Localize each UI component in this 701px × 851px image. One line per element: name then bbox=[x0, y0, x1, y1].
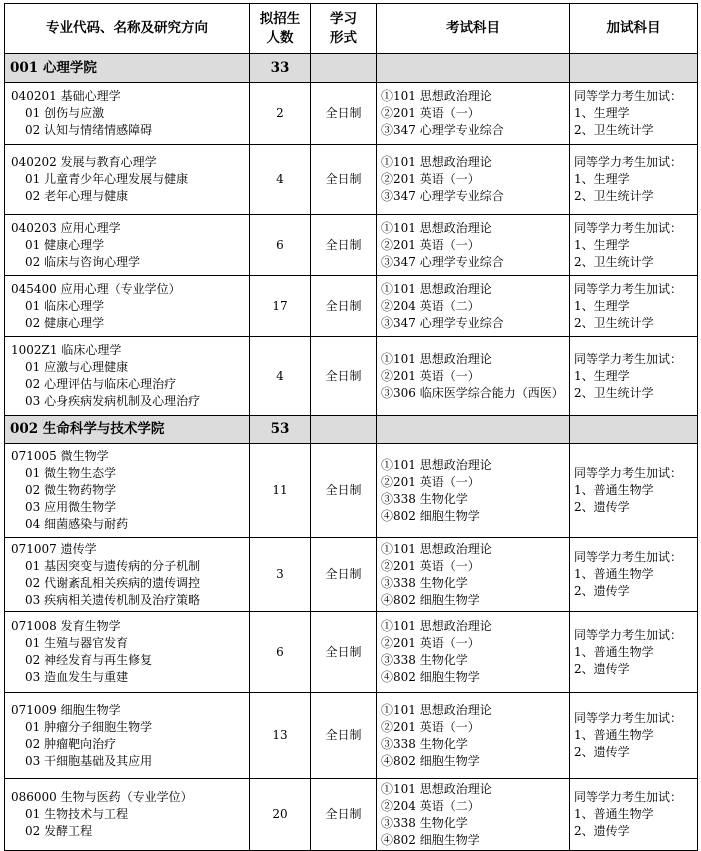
extra-subject: 同等学力考生加试： bbox=[574, 790, 683, 804]
table-header-row bbox=[5, 4, 698, 54]
extra-subject: 同等学力考生加试： bbox=[574, 281, 683, 296]
header-exam: 考试科目 bbox=[377, 4, 570, 54]
extra-subject: 2、卫生统计学 bbox=[574, 254, 654, 269]
extra-cell bbox=[570, 538, 698, 612]
admissions-table bbox=[4, 3, 698, 851]
exam-subject: ②201 英语（一） bbox=[381, 558, 480, 573]
major-quota: 4 bbox=[250, 145, 311, 215]
exam-subject: ④802 细胞生物学 bbox=[381, 753, 480, 768]
research-direction: 01 生殖与器官发育 bbox=[25, 636, 129, 650]
exam-subject: ③338 生物化学 bbox=[381, 491, 468, 506]
major-row bbox=[5, 779, 698, 851]
exam-subject: ②201 英语（一） bbox=[381, 719, 480, 734]
major-cell bbox=[5, 444, 250, 538]
exam-cell bbox=[377, 276, 570, 337]
major-cell bbox=[5, 83, 250, 145]
study-mode: 全日制 bbox=[311, 693, 377, 779]
major-row bbox=[5, 538, 698, 612]
major-cell bbox=[5, 215, 250, 276]
research-direction: 04 细菌感染与耐药 bbox=[25, 517, 129, 531]
study-mode: 全日制 bbox=[311, 538, 377, 612]
extra-subject: 2、遗传学 bbox=[574, 745, 630, 759]
exam-subject: ③306 临床医学综合能力（西医） bbox=[381, 385, 564, 400]
major-row bbox=[5, 145, 698, 215]
exam-subject: ①101 思想政治理论 bbox=[381, 89, 492, 103]
major-cell bbox=[5, 693, 250, 779]
exam-subject: ①101 思想政治理论 bbox=[381, 220, 492, 235]
study-mode: 全日制 bbox=[311, 779, 377, 851]
exam-subject: ②201 英语（一） bbox=[381, 636, 480, 650]
extra-subject: 2、卫生统计学 bbox=[574, 315, 654, 330]
extra-subject: 1、生理学 bbox=[574, 368, 630, 383]
research-direction: 02 代谢紊乱相关疾病的遗传调控 bbox=[25, 575, 201, 590]
research-direction: 02 临床与咨询心理学 bbox=[25, 254, 141, 269]
research-direction: 03 疾病相关遗传机制及治疗策略 bbox=[25, 592, 201, 607]
extra-subject: 2、卫生统计学 bbox=[574, 189, 654, 203]
research-direction: 01 基因突变与遗传病的分子机制 bbox=[25, 558, 201, 573]
major-name: 040201 基础心理学 bbox=[11, 89, 121, 103]
major-name: 071008 发育生物学 bbox=[11, 619, 121, 633]
major-name: 071009 细胞生物学 bbox=[11, 702, 121, 717]
extra-cell bbox=[570, 693, 698, 779]
exam-subject: ②201 英语（一） bbox=[381, 172, 480, 186]
research-direction: 03 造血发生与重建 bbox=[25, 670, 129, 684]
major-quota: 13 bbox=[250, 693, 311, 779]
extra-subject: 同等学力考生加试： bbox=[574, 351, 683, 366]
exam-cell bbox=[377, 693, 570, 779]
research-direction: 01 创伤与应激 bbox=[25, 106, 105, 120]
major-quota: 4 bbox=[250, 337, 311, 416]
extra-cell bbox=[570, 145, 698, 215]
major-row bbox=[5, 337, 698, 416]
exam-subject: ②204 英语（二） bbox=[381, 298, 480, 313]
exam-cell bbox=[377, 779, 570, 851]
major-quota: 17 bbox=[250, 276, 311, 337]
extra-subject: 1、生理学 bbox=[574, 106, 630, 120]
major-quota: 2 bbox=[250, 83, 311, 145]
exam-subject: ③338 生物化学 bbox=[381, 736, 468, 751]
exam-subject: ①101 思想政治理论 bbox=[381, 457, 492, 472]
exam-subject: ④802 细胞生物学 bbox=[381, 508, 480, 523]
major-cell bbox=[5, 276, 250, 337]
major-name: 045400 应用心理（专业学位） bbox=[11, 281, 181, 296]
exam-cell bbox=[377, 538, 570, 612]
exam-subject: ①101 思想政治理论 bbox=[381, 351, 492, 366]
extra-cell bbox=[570, 83, 698, 145]
study-mode: 全日制 bbox=[311, 612, 377, 693]
extra-subject: 同等学力考生加试： bbox=[574, 627, 683, 642]
major-quota: 20 bbox=[250, 779, 311, 851]
exam-subject: ①101 思想政治理论 bbox=[381, 281, 492, 296]
major-quota: 3 bbox=[250, 538, 311, 612]
research-direction: 03 应用微生物学 bbox=[25, 500, 117, 514]
extra-subject: 同等学力考生加试： bbox=[574, 711, 683, 725]
research-direction: 02 健康心理学 bbox=[25, 315, 105, 330]
exam-subject: ④802 细胞生物学 bbox=[381, 832, 480, 847]
exam-cell bbox=[377, 612, 570, 693]
extra-subject: 1、普通生物学 bbox=[574, 807, 654, 821]
exam-subject: ④802 细胞生物学 bbox=[381, 592, 480, 607]
extra-subject: 1、生理学 bbox=[574, 237, 630, 252]
exam-subject: ②201 英语（一） bbox=[381, 237, 480, 252]
college-name: 001 心理学院 bbox=[5, 54, 250, 83]
major-name: 040203 应用心理学 bbox=[11, 220, 121, 235]
major-row bbox=[5, 444, 698, 538]
major-name: 071007 遗传学 bbox=[11, 541, 97, 556]
major-cell bbox=[5, 337, 250, 416]
exam-subject: ②201 英语（一） bbox=[381, 106, 480, 120]
extra-subject: 2、遗传学 bbox=[574, 584, 630, 598]
college-name: 002 生命科学与技术学院 bbox=[5, 416, 250, 444]
extra-cell bbox=[570, 612, 698, 693]
exam-subject: ③338 生物化学 bbox=[381, 575, 468, 590]
research-direction: 02 老年心理与健康 bbox=[25, 189, 129, 203]
header-major: 专业代码、名称及研究方向 bbox=[5, 4, 250, 54]
major-name: 086000 生物与医药（专业学位） bbox=[11, 790, 193, 804]
major-quota: 6 bbox=[250, 612, 311, 693]
header-extra: 加试科目 bbox=[570, 4, 698, 54]
exam-subject: ②201 英语（一） bbox=[381, 474, 480, 489]
major-quota: 11 bbox=[250, 444, 311, 538]
exam-subject: ④802 细胞生物学 bbox=[381, 670, 480, 684]
extra-subject: 2、卫生统计学 bbox=[574, 385, 654, 400]
extra-subject: 1、普通生物学 bbox=[574, 728, 654, 742]
college-quota: 53 bbox=[250, 416, 311, 444]
header-quota: 拟招生 人数 bbox=[250, 4, 311, 54]
extra-subject: 2、卫生统计学 bbox=[574, 123, 654, 137]
extra-subject: 同等学力考生加试： bbox=[574, 155, 683, 169]
research-direction: 01 生物技术与工程 bbox=[25, 807, 129, 821]
major-row bbox=[5, 276, 698, 337]
research-direction: 02 认知与情绪情感障碍 bbox=[25, 123, 153, 137]
extra-subject: 同等学力考生加试： bbox=[574, 550, 683, 564]
exam-cell bbox=[377, 215, 570, 276]
exam-subject: ③347 心理学专业综合 bbox=[381, 123, 504, 137]
exam-subject: ②204 英语（二） bbox=[381, 798, 480, 813]
research-direction: 03 心身疾病发病机制及心理治疗 bbox=[25, 394, 201, 408]
research-direction: 01 肿瘤分子细胞生物学 bbox=[25, 719, 153, 734]
major-name: 071005 微生物学 bbox=[11, 449, 109, 463]
exam-subject: ①101 思想政治理论 bbox=[381, 619, 492, 633]
exam-subject: ①101 思想政治理论 bbox=[381, 541, 492, 556]
college-quota: 33 bbox=[250, 54, 311, 83]
major-cell bbox=[5, 145, 250, 215]
exam-subject: ③347 心理学专业综合 bbox=[381, 189, 504, 203]
major-name: 040202 发展与教育心理学 bbox=[11, 155, 157, 169]
major-cell bbox=[5, 779, 250, 851]
exam-subject: ③338 生物化学 bbox=[381, 653, 468, 667]
exam-subject: ①101 思想政治理论 bbox=[381, 702, 492, 717]
exam-subject: ②201 英语（一） bbox=[381, 368, 480, 383]
extra-subject: 1、生理学 bbox=[574, 298, 630, 313]
extra-cell bbox=[570, 444, 698, 538]
research-direction: 02 心理评估与临床心理治疗 bbox=[25, 377, 177, 391]
extra-subject: 同等学力考生加试： bbox=[574, 466, 683, 480]
major-cell bbox=[5, 538, 250, 612]
major-cell bbox=[5, 612, 250, 693]
research-direction: 01 应激与心理健康 bbox=[25, 360, 129, 374]
exam-subject: ③347 心理学专业综合 bbox=[381, 254, 504, 269]
extra-cell bbox=[570, 215, 698, 276]
research-direction: 02 发酵工程 bbox=[25, 824, 93, 838]
study-mode: 全日制 bbox=[311, 145, 377, 215]
major-name: 1002Z1 临床心理学 bbox=[11, 343, 122, 357]
exam-subject: ①101 思想政治理论 bbox=[381, 155, 492, 169]
study-mode: 全日制 bbox=[311, 276, 377, 337]
header-mode: 学习 形式 bbox=[311, 4, 377, 54]
exam-cell bbox=[377, 83, 570, 145]
exam-cell bbox=[377, 337, 570, 416]
research-direction: 01 微生物生态学 bbox=[25, 466, 117, 480]
research-direction: 01 儿童青少年心理发展与健康 bbox=[25, 172, 189, 186]
table-body bbox=[5, 54, 698, 851]
major-row bbox=[5, 83, 698, 145]
major-row bbox=[5, 612, 698, 693]
study-mode: 全日制 bbox=[311, 444, 377, 538]
research-direction: 03 干细胞基础及其应用 bbox=[25, 753, 153, 768]
extra-subject: 同等学力考生加试： bbox=[574, 89, 683, 103]
exam-subject: ③338 生物化学 bbox=[381, 815, 468, 830]
study-mode: 全日制 bbox=[311, 83, 377, 145]
extra-cell bbox=[570, 276, 698, 337]
extra-subject: 1、普通生物学 bbox=[574, 567, 654, 581]
extra-subject: 2、遗传学 bbox=[574, 500, 630, 514]
research-direction: 01 临床心理学 bbox=[25, 298, 105, 313]
research-direction: 02 肿瘤靶向治疗 bbox=[25, 736, 117, 751]
extra-cell bbox=[570, 337, 698, 416]
extra-subject: 1、普通生物学 bbox=[574, 483, 654, 497]
major-quota: 6 bbox=[250, 215, 311, 276]
study-mode: 全日制 bbox=[311, 337, 377, 416]
college-row bbox=[5, 416, 698, 444]
extra-subject: 2、遗传学 bbox=[574, 824, 630, 838]
research-direction: 01 健康心理学 bbox=[25, 237, 105, 252]
exam-cell bbox=[377, 145, 570, 215]
extra-subject: 1、普通生物学 bbox=[574, 644, 654, 659]
study-mode: 全日制 bbox=[311, 215, 377, 276]
college-row bbox=[5, 54, 698, 83]
exam-subject: ①101 思想政治理论 bbox=[381, 781, 492, 796]
major-row bbox=[5, 693, 698, 779]
extra-cell bbox=[570, 779, 698, 851]
exam-cell bbox=[377, 444, 570, 538]
exam-subject: ③347 心理学专业综合 bbox=[381, 315, 504, 330]
research-direction: 02 神经发育与再生修复 bbox=[25, 653, 153, 667]
extra-subject: 2、遗传学 bbox=[574, 661, 630, 676]
major-row bbox=[5, 215, 698, 276]
extra-subject: 同等学力考生加试： bbox=[574, 220, 683, 235]
extra-subject: 1、生理学 bbox=[574, 172, 630, 186]
research-direction: 02 微生物药物学 bbox=[25, 483, 117, 497]
